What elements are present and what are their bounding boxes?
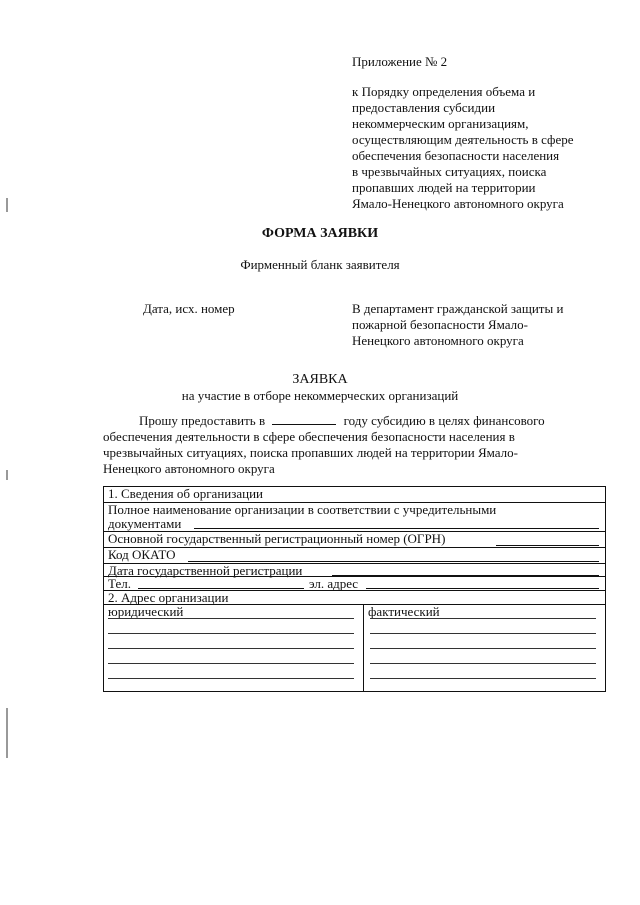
ogrn-label: Основной государственный регистрационный номер (ОГРН) bbox=[108, 531, 446, 546]
legal-address-line[interactable] bbox=[108, 633, 354, 634]
paragraph-line-1 bbox=[103, 413, 608, 429]
okato-label: Код ОКАТО bbox=[108, 547, 176, 562]
paragraph-line-3: чрезвычайных ситуациях, поиска пропавших людей на территории Ямало- bbox=[103, 445, 518, 460]
phone-field[interactable] bbox=[138, 588, 304, 589]
application-title: ЗАЯВКА bbox=[292, 372, 348, 387]
appendix-line: осуществляющим деятельность в сфере bbox=[352, 132, 574, 147]
appendix-block bbox=[352, 54, 612, 212]
section-2-label: 2. Адрес организации bbox=[108, 590, 229, 605]
reg-date-field[interactable] bbox=[332, 575, 599, 576]
addressee-block bbox=[352, 301, 612, 349]
appendix-line: к Порядку определения объема и bbox=[352, 84, 536, 99]
actual-address-line[interactable] bbox=[370, 663, 596, 664]
legal-address-line[interactable] bbox=[108, 648, 354, 649]
legal-address-line[interactable] bbox=[108, 678, 354, 679]
date-number-label: Дата, исх. номер bbox=[143, 301, 235, 316]
letterhead-label: Фирменный бланк заявителя bbox=[240, 257, 400, 272]
actual-address-line[interactable] bbox=[370, 633, 596, 634]
legal-address-line[interactable] bbox=[108, 663, 354, 664]
phone-label: Тел. bbox=[108, 576, 131, 591]
appendix-line: пропавших людей на территории bbox=[352, 180, 536, 195]
actual-address-line[interactable] bbox=[370, 648, 596, 649]
okato-field[interactable] bbox=[188, 561, 599, 562]
paragraph-text: Прошу предоставить в bbox=[139, 413, 266, 428]
request-paragraph bbox=[103, 413, 608, 477]
scan-edge-mark-mid bbox=[6, 470, 8, 480]
actual-address-label: фактический bbox=[368, 604, 440, 619]
addressee-line: пожарной безопасности Ямало- bbox=[352, 317, 528, 332]
appendix-line: обеспечения безопасности населения bbox=[352, 148, 560, 163]
application-subtitle: на участие в отборе некоммерческих организаций bbox=[181, 388, 459, 403]
ogrn-field[interactable] bbox=[496, 545, 599, 546]
appendix-number: Приложение № 2 bbox=[352, 54, 448, 69]
full-name-label-2: документами bbox=[108, 516, 182, 531]
addressee-line: Ненецкого автономного округа bbox=[352, 333, 524, 348]
scan-edge-mark-top bbox=[6, 198, 8, 212]
appendix-line: в чрезвычайных ситуациях, поиска bbox=[352, 164, 547, 179]
legal-address-line[interactable] bbox=[108, 618, 354, 619]
address-column-divider bbox=[363, 605, 364, 691]
paragraph-text: году субсидию в целях финансового bbox=[343, 413, 545, 428]
email-field[interactable] bbox=[366, 588, 599, 589]
appendix-line: некоммерческим организациям, bbox=[352, 116, 529, 131]
scan-edge-mark-bottom bbox=[6, 708, 8, 758]
section-1-label: 1. Сведения об организации bbox=[108, 486, 264, 501]
actual-address-line[interactable] bbox=[370, 618, 596, 619]
actual-address-line[interactable] bbox=[370, 678, 596, 679]
addressee-line: В департамент гражданской защиты и bbox=[352, 301, 564, 316]
legal-address-label: юридический bbox=[108, 604, 184, 619]
paragraph-line-4: Ненецкого автономного округа bbox=[103, 461, 275, 476]
section-1-header bbox=[104, 487, 605, 503]
section-2-header bbox=[104, 591, 605, 605]
paragraph-line-2: обеспечения деятельности в сфере обеспечения безопасности населения в bbox=[103, 429, 515, 444]
reg-date-label: Дата государственной регистрации bbox=[108, 563, 303, 578]
full-name-field[interactable] bbox=[194, 528, 599, 529]
appendix-line: предоставления субсидии bbox=[352, 100, 496, 115]
full-name-label-1: Полное наименование организации в соответствии с учредительными bbox=[108, 502, 497, 517]
appendix-line: Ямало-Ненецкого автономного округа bbox=[352, 196, 564, 211]
form-title: ФОРМА ЗАЯВКИ bbox=[261, 226, 379, 241]
email-label: эл. адрес bbox=[309, 576, 359, 591]
organization-info-table bbox=[103, 486, 606, 692]
year-blank-field[interactable] bbox=[272, 413, 336, 425]
